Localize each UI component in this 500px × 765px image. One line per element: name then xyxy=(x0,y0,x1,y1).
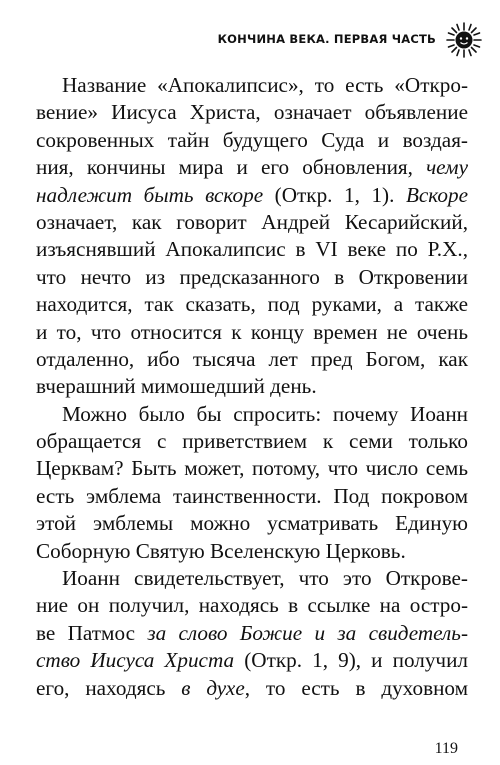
sun-ornament-icon xyxy=(446,22,482,58)
text-line xyxy=(36,291,468,318)
text-line xyxy=(36,182,468,209)
text-line xyxy=(36,620,468,647)
text-line xyxy=(36,236,468,263)
text-line xyxy=(36,264,468,291)
text-line xyxy=(36,401,468,428)
paragraph xyxy=(36,72,468,401)
text-run: находится, так сказать, под руками, а также xyxy=(36,292,468,317)
text-line xyxy=(36,675,468,702)
body-text xyxy=(36,72,468,702)
text-run: обращается с приветствием к семи только xyxy=(36,429,468,454)
text-run: (Откр. 1, 1). xyxy=(263,182,406,207)
text-run: вение» Иисуса Христа, означает объявление xyxy=(36,100,468,125)
text-line xyxy=(36,647,468,674)
text-run: Церквам? Быть может, потому, что число семь xyxy=(36,456,468,481)
text-run: этой эмблемы можно усматривать Единую xyxy=(36,511,468,536)
italic-run: надлежит быть вскоре xyxy=(36,182,264,207)
text-run: означает, как говорит Андрей Кесарийский, xyxy=(36,209,468,234)
text-run: (Откр. 1, 9), и получил xyxy=(234,648,468,673)
text-line xyxy=(36,455,468,482)
italic-run: за слово Божие и за свидетель- xyxy=(147,620,468,645)
text-run: , то есть в духовном xyxy=(244,675,469,700)
text-run: Иоанн свидетельствует, что это Открове- xyxy=(62,566,468,591)
text-line xyxy=(36,565,468,592)
text-run: и то, что относится к концу времен не очень xyxy=(36,319,468,344)
text-line xyxy=(36,72,468,99)
text-line xyxy=(36,592,468,619)
text-line xyxy=(36,483,468,510)
italic-run: чему xyxy=(426,155,468,180)
text-run: вчерашний мимошедший день. xyxy=(36,374,317,399)
text-line xyxy=(36,346,468,373)
text-line xyxy=(36,510,468,537)
text-run: ве Патмос xyxy=(36,620,148,645)
text-line xyxy=(36,209,468,236)
text-line xyxy=(36,319,468,346)
text-run: ния, кончины мира и его обновления, xyxy=(36,155,427,180)
text-run: ние он получил, находясь в ссылке на остро- xyxy=(36,593,468,618)
running-title: КОНЧИНА ВЕКА. ПЕРВАЯ ЧАСТЬ xyxy=(217,32,436,46)
text-run: Можно было бы спросить: почему Иоанн xyxy=(62,401,468,426)
page-number: 119 xyxy=(434,740,458,757)
italic-run: Вскоре xyxy=(405,182,468,207)
text-run: есть эмблема таинственности. Под покровом xyxy=(36,483,468,508)
text-run: его, находясь xyxy=(36,675,182,700)
italic-run: в духе xyxy=(181,675,245,700)
italic-run: ство Иисуса Христа xyxy=(36,648,235,673)
paragraph xyxy=(36,565,468,702)
text-run: сокровенных тайн будущего Суда и воздая- xyxy=(36,127,468,152)
text-run: изъяснявший Апокалипсис в VI веке по Р.Х., xyxy=(36,237,468,262)
text-run: Название «Апокалипсис», то есть «Откро- xyxy=(62,73,468,97)
text-run: Соборную Святую Вселенскую Церковь. xyxy=(36,538,406,563)
text-run: отдаленно, ибо тысяча лет пред Богом, как xyxy=(36,346,468,371)
text-line xyxy=(36,127,468,154)
text-run: что нечто из предсказанного в Откровении xyxy=(36,264,468,289)
text-line xyxy=(36,373,468,400)
text-line xyxy=(36,428,468,455)
text-line xyxy=(36,99,468,126)
paragraph xyxy=(36,401,468,565)
text-line xyxy=(36,154,468,181)
text-line xyxy=(36,538,468,565)
